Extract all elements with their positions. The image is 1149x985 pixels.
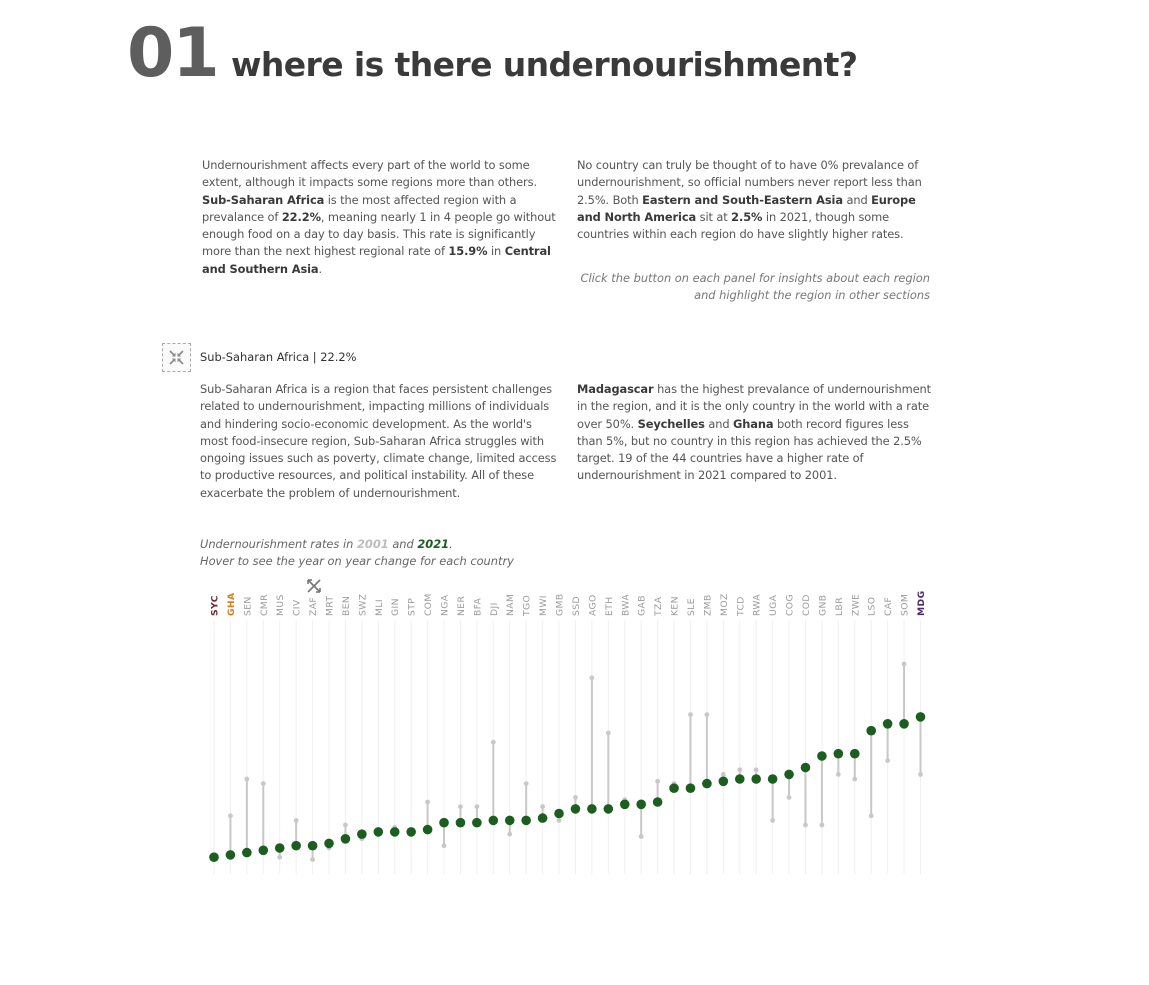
country-label: SYC xyxy=(209,595,221,616)
section-number: 01 xyxy=(127,14,218,93)
dot-2021[interactable] xyxy=(899,719,909,729)
dot-2001 xyxy=(343,823,348,828)
dot-2021[interactable] xyxy=(439,818,449,828)
dot-2021[interactable] xyxy=(341,834,351,844)
country-label: COD xyxy=(800,594,812,616)
country-label: NGA xyxy=(439,594,451,616)
dot-2021[interactable] xyxy=(538,813,548,823)
dot-2001 xyxy=(737,767,742,772)
country-label: SSD xyxy=(570,596,582,616)
dot-2021[interactable] xyxy=(604,804,614,814)
country-label: GNB xyxy=(817,594,829,616)
dot-2001 xyxy=(754,767,759,772)
country-label: MRT xyxy=(324,595,336,616)
dot-2001 xyxy=(705,712,710,717)
dot-2001 xyxy=(442,843,447,848)
dot-2021[interactable] xyxy=(423,825,433,835)
country-label: CAF xyxy=(883,596,895,616)
country-label: STP xyxy=(406,597,418,616)
country-label: TGO xyxy=(521,594,533,616)
country-label: KEN xyxy=(669,596,681,616)
dot-2021[interactable] xyxy=(571,804,581,814)
country-label: MOZ xyxy=(718,593,730,616)
dot-2001 xyxy=(803,823,808,828)
dot-2021[interactable] xyxy=(456,818,466,828)
country-label: MWI xyxy=(538,595,550,616)
dot-2021[interactable] xyxy=(357,829,367,839)
dot-2021[interactable] xyxy=(324,839,334,849)
dot-2021[interactable] xyxy=(275,843,285,853)
dot-2001 xyxy=(277,855,282,860)
dot-2001 xyxy=(869,813,874,818)
country-label: GAB xyxy=(636,595,648,616)
dot-2001 xyxy=(294,818,299,823)
dot-2021[interactable] xyxy=(505,816,515,826)
dot-2001 xyxy=(836,772,841,777)
dot-2021[interactable] xyxy=(916,712,926,722)
dot-2001 xyxy=(261,781,266,786)
dot-2001 xyxy=(228,813,233,818)
country-label: CMR xyxy=(258,594,270,616)
dot-2021[interactable] xyxy=(719,777,729,787)
country-label: UGA xyxy=(768,594,780,616)
country-label: LBR xyxy=(833,596,845,616)
country-label: ZAF xyxy=(308,596,320,616)
dot-2021[interactable] xyxy=(834,749,844,759)
country-label: SLE xyxy=(685,598,697,616)
country-label: COG xyxy=(784,594,796,616)
dot-2001 xyxy=(557,818,562,823)
dot-2001 xyxy=(524,781,529,786)
dot-2021[interactable] xyxy=(751,774,761,784)
country-label: ETH xyxy=(603,596,615,616)
dot-2021[interactable] xyxy=(587,804,597,814)
dot-2021[interactable] xyxy=(702,779,712,789)
dot-2001 xyxy=(244,777,249,782)
intro-left-text: Undernourishment affects every part of the world to some extent, although it impacts some regions more than others. Sub-Saharan Africa is the most affected region with a prevalance of 22.2%, meaning nearly 1 in 4 people go without enough food on a day to day basis. This rate is significantly more than the next highest regional rate of 15.9% in Central and Southern Asia. xyxy=(202,158,556,276)
dot-2001 xyxy=(606,731,611,736)
undernourishment-dot-plot[interactable] xyxy=(195,588,940,878)
country-label: SWZ xyxy=(357,593,369,616)
dot-2021[interactable] xyxy=(258,846,268,856)
dot-2001 xyxy=(820,823,825,828)
chart-caption: Undernourishment rates in 2001 and 2021. Hover to see the year on year change for each country xyxy=(200,537,514,569)
country-label: RWA xyxy=(751,593,763,616)
dot-2001 xyxy=(310,857,315,862)
page-title: where is there undernourishment? xyxy=(231,45,858,84)
dot-2001 xyxy=(573,795,578,800)
country-label: MUS xyxy=(275,594,287,616)
country-label: COM xyxy=(423,593,435,616)
dot-2021[interactable] xyxy=(801,763,811,773)
intro-right-text: No country can truly be thought of to have 0% prevalance of undernourishment, so official numbers never report less than 2.5%. Both Eastern and South-Eastern Asia and Europe and North America sit at 2.5% in 2021, though some countries within each region do have slightly higher rates. xyxy=(577,158,922,242)
dot-2001 xyxy=(770,818,775,823)
dot-2001 xyxy=(474,804,479,809)
region-insights: Madagascar has the highest prevalance of undernourishment in the region, and it is the only country in the world with a rate over 50%. Seychelles and Ghana both record figures less than 5%, but no country in this region has achieved the 2.5% target. 19 of the 44 countries have a higher rate of undernourishment in 2021 compared to 2001. xyxy=(577,382,932,483)
region-insight-button[interactable] xyxy=(162,343,191,372)
dot-2021[interactable] xyxy=(669,783,679,793)
country-label: BFA xyxy=(472,597,484,616)
panel-hint: Click the button on each panel for insights about each region and highlight the region in other sections xyxy=(580,271,930,303)
dot-2021[interactable] xyxy=(636,800,646,810)
dot-2021[interactable] xyxy=(817,751,827,761)
dot-2021[interactable] xyxy=(653,797,663,807)
country-label: GIN xyxy=(390,598,402,616)
dot-2021[interactable] xyxy=(768,774,778,784)
dot-2001 xyxy=(885,758,890,763)
dot-2001 xyxy=(639,834,644,839)
dot-2001 xyxy=(425,800,430,805)
country-label: MDG xyxy=(915,590,927,616)
dot-2001 xyxy=(688,712,693,717)
dot-2021[interactable] xyxy=(291,841,301,851)
country-label: TZA xyxy=(653,596,665,616)
region-description: Sub-Saharan Africa is a region that faces persistent challenges related to undernourishment, impacting millions of individuals and hindering socio-economic development. As the world's most food-insecure region, Sub-Saharan Africa struggles with ongoing issues such as poverty, climate change, limited access to productive resources, and political instability. All of these exacerbate the problem of undernourishment. xyxy=(200,382,557,500)
country-label: MLI xyxy=(373,599,385,616)
country-label: NER xyxy=(455,595,467,616)
country-label: GHA xyxy=(225,592,237,616)
country-label: BWA xyxy=(620,593,632,616)
dot-2001 xyxy=(852,777,857,782)
country-label: ZMB xyxy=(702,594,714,616)
dot-2021[interactable] xyxy=(242,848,252,858)
dot-2001 xyxy=(721,772,726,777)
dot-2021[interactable] xyxy=(883,719,893,729)
dot-2021[interactable] xyxy=(620,800,630,810)
dot-2021[interactable] xyxy=(735,774,745,784)
dot-2021[interactable] xyxy=(850,749,860,759)
dot-2021[interactable] xyxy=(308,841,318,851)
dot-2021[interactable] xyxy=(226,850,236,860)
dot-2001 xyxy=(540,804,545,809)
country-label: LSO xyxy=(866,596,878,616)
collapse-arrows-icon xyxy=(169,350,184,365)
dot-2021[interactable] xyxy=(390,827,400,837)
country-label: SOM xyxy=(899,593,911,616)
dot-2021[interactable] xyxy=(489,816,499,826)
country-label: CIV xyxy=(291,599,303,616)
dot-2021[interactable] xyxy=(209,852,219,862)
dot-2021[interactable] xyxy=(472,818,482,828)
dot-2021[interactable] xyxy=(866,726,876,736)
dot-2001 xyxy=(787,795,792,800)
pointer-cursor-icon xyxy=(305,577,323,595)
country-label: TCD xyxy=(735,596,747,616)
dot-2021[interactable] xyxy=(686,783,696,793)
dot-2001 xyxy=(902,662,907,667)
dot-2021[interactable] xyxy=(554,809,564,819)
dot-2001 xyxy=(491,740,496,745)
dot-2001 xyxy=(507,832,512,837)
country-label: BEN xyxy=(340,595,352,616)
dot-2001 xyxy=(589,675,594,680)
dot-2021[interactable] xyxy=(521,816,531,826)
dot-2021[interactable] xyxy=(374,827,384,837)
region-title: Sub-Saharan Africa | 22.2% xyxy=(200,350,357,364)
country-label: DJI xyxy=(488,602,500,616)
country-label: SEN xyxy=(242,596,254,616)
dot-2021[interactable] xyxy=(406,827,416,837)
country-label: AGO xyxy=(587,594,599,616)
dot-2001 xyxy=(918,772,923,777)
dot-2001 xyxy=(458,804,463,809)
dot-2001 xyxy=(655,779,660,784)
dot-2021[interactable] xyxy=(784,770,794,780)
country-label: GMB xyxy=(554,593,566,616)
country-label: NAM xyxy=(505,593,517,616)
country-label: ZWE xyxy=(850,593,862,616)
